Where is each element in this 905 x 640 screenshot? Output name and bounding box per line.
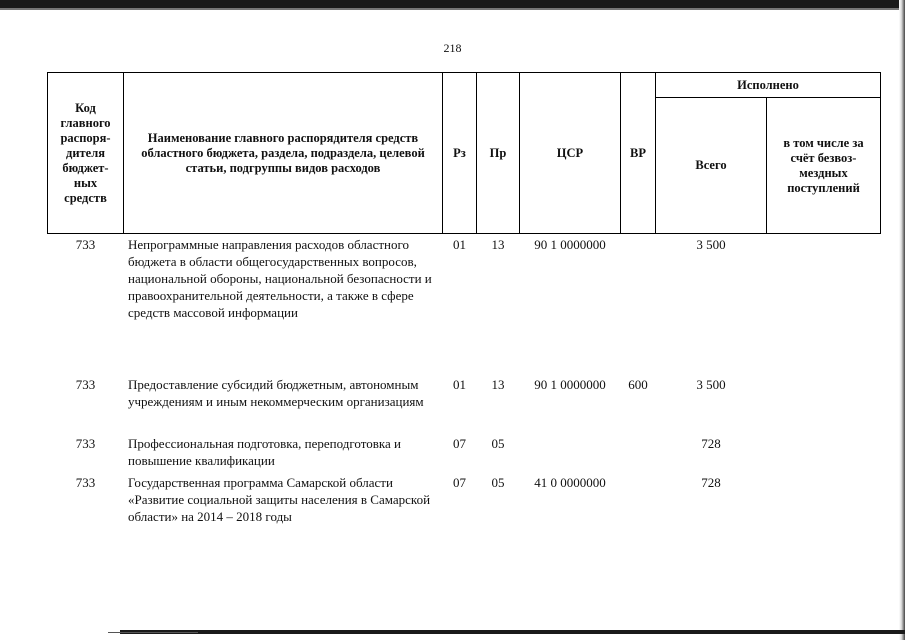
cell-rz: 07 (453, 475, 466, 490)
cell-csr: 41 0 0000000 (534, 475, 606, 490)
cell-rz: 01 (453, 237, 466, 252)
header-bottom-border (47, 233, 881, 234)
header-total: Всего (695, 158, 727, 172)
cell-rz: 01 (453, 377, 466, 392)
cell-total: 728 (701, 436, 721, 451)
header-vr: ВР (630, 145, 646, 160)
scan-bottom-line (108, 632, 198, 633)
cell-code: 733 (75, 436, 96, 451)
scan-top-border (0, 0, 905, 8)
cell-vr: 600 (628, 377, 648, 392)
header-executed: Исполнено (737, 77, 799, 92)
cell-rz: 07 (453, 436, 466, 451)
cell-total: 3 500 (696, 237, 726, 252)
cell-pr: 05 (491, 436, 505, 451)
cell-total: 3 500 (696, 377, 726, 392)
page-number: 218 (443, 41, 462, 55)
header-incl: в том числе за счёт безвоз-мездных поступлений (783, 135, 864, 195)
header-pr: Пр (489, 145, 507, 160)
header-code: Код главного распоря-дителя бюджет-ных средств (60, 100, 111, 205)
cell-total: 728 (701, 475, 721, 490)
header-name: Наименование главного распорядителя средств областного бюджета, раздела, подраздела, целевой статьи, подгруппы видов расходов (141, 130, 425, 175)
cell-pr: 13 (491, 377, 505, 392)
header-vline-right (880, 72, 881, 234)
cell-pr: 13 (491, 237, 505, 252)
scan-bottom-border (120, 630, 905, 634)
cell-pr: 05 (491, 475, 505, 490)
header-vline-left (47, 72, 48, 234)
cell-code: 733 (75, 237, 96, 252)
scan-top-line (0, 8, 905, 10)
cell-name: Непрограммные направления расходов областного бюджета в области общегосударственных вопросов, национальной обороны, национальной безопасности и правоохранительной деятельности, а также в сфере средств массовой информации (128, 237, 432, 320)
cell-csr: 90 1 0000000 (534, 237, 606, 252)
cell-csr: 90 1 0000000 (534, 377, 606, 392)
cell-code: 733 (75, 475, 96, 490)
cell-code: 733 (75, 377, 96, 392)
header-csr: ЦСР (556, 145, 584, 160)
scan-right-edge (899, 0, 905, 640)
cell-name: Предоставление субсидий бюджетным, автономным учреждениям и иным некоммерческим организациям (128, 377, 424, 409)
header-rz-real: Рз (453, 145, 466, 160)
cell-name: Профессиональная подготовка, переподготовка и повышение квалификации (128, 436, 401, 468)
cell-name: Государственная программа Самарской области «Развитие социальной защиты населения в Самарской области» на 2014 – 2018 годы (128, 475, 431, 524)
